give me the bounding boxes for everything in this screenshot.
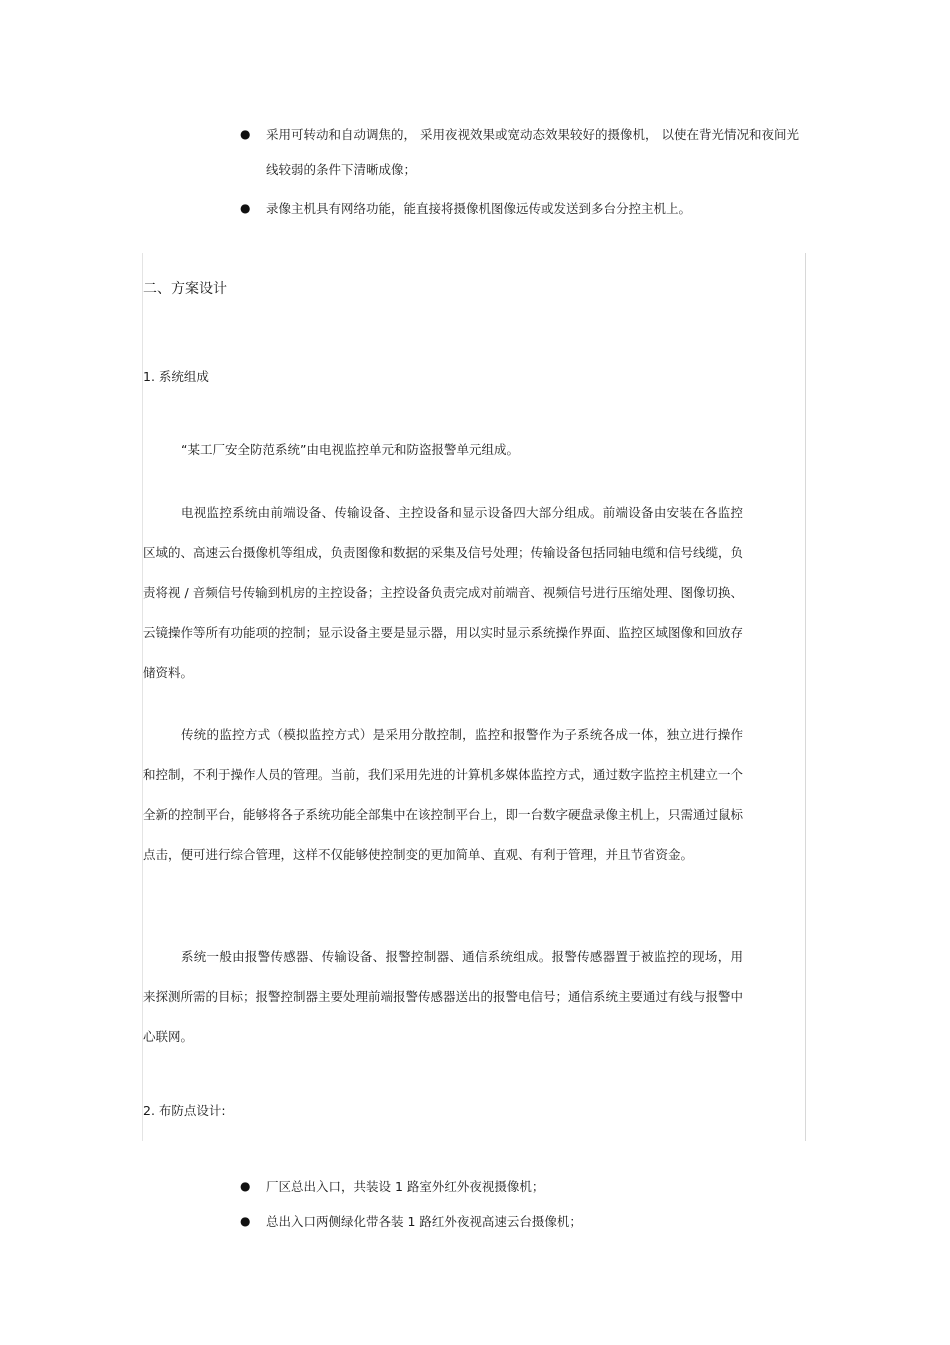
top-bullet-list xyxy=(240,117,810,226)
section-title: 二、方案设计 xyxy=(143,281,227,297)
paragraph-monitoring-method: 传统的监控方式（模拟监控方式）是采用分散控制，监控和报警作为子系统各成一体，独立进行操作和控制，不利于操作人员的管理。当前，我们采用先进的计算机多媒体监控方式，通过数字监控主机建立一个全新的控制平台，能够将各子系统功能全部集中在该控制平台上，即一台数字硬盘录像主机上，只需通过鼠标点击，便可进行综合管理，这样不仅能够使控制变的更加简单、直观、有利于管理，并且节省资金。 xyxy=(143,727,744,862)
bullet-icon: ● xyxy=(240,1179,251,1193)
bullet-icon: ● xyxy=(240,127,251,141)
subsection-title-1: 1. 系统组成 xyxy=(143,369,209,384)
list-item-text: 总出入口两侧绿化带各装 1 路红外夜视高速云台摄像机； xyxy=(266,1214,582,1229)
paragraph-alarm-system: 系统一般由报警传感器、传输设备、报警控制器、通信系统组成。报警传感器置于被监控的现场，用来探测所需的目标；报警控制器主要处理前端报警传感器送出的报警电信号；通信系统主要通过有线与报警中心联网。 xyxy=(143,949,744,1044)
paragraph-intro: “某工厂安全防范系统”由电视监控单元和防盗报警单元组成。 xyxy=(181,442,519,457)
bullet-icon: ● xyxy=(240,201,251,215)
bullet-icon: ● xyxy=(240,1214,251,1228)
bottom-bullet-list xyxy=(240,1169,810,1239)
list-item xyxy=(240,1169,810,1204)
list-item xyxy=(240,191,810,226)
list-item xyxy=(240,1204,810,1239)
paragraph-tv-monitoring: 电视监控系统由前端设备、传输设备、主控设备和显示设备四大部分组成。前端设备由安装在各监控区域的、高速云台摄像机等组成，负责图像和数据的采集及信号处理；传输设备包括同轴电缆和信号线缆，负责将视 / 音频信号传输到机房的主控设备；主控设备负责完成对前端音、视频信号进行压缩处理、图像切换、云镜操作等所有功能项的控制；显示设备主要是显示器，用以实时显示系统操作界面、监控区域图像和回放存储资料。 xyxy=(143,505,744,680)
list-item-text: 录像主机具有网络功能，能直接将摄像机图像远传或发送到多台分控主机上。 xyxy=(266,201,692,216)
subsection-title-2: 2. 布防点设计: xyxy=(143,1103,226,1118)
list-item xyxy=(240,117,810,187)
list-item-text: 厂区总出入口，共装设 1 路室外红外夜视摄像机； xyxy=(266,1179,545,1194)
list-item-text: 采用可转动和自动调焦的， 采用夜视效果或宽动态效果较好的摄像机， 以使在背光情况和夜间光线较弱的条件下清晰成像； xyxy=(266,127,799,177)
